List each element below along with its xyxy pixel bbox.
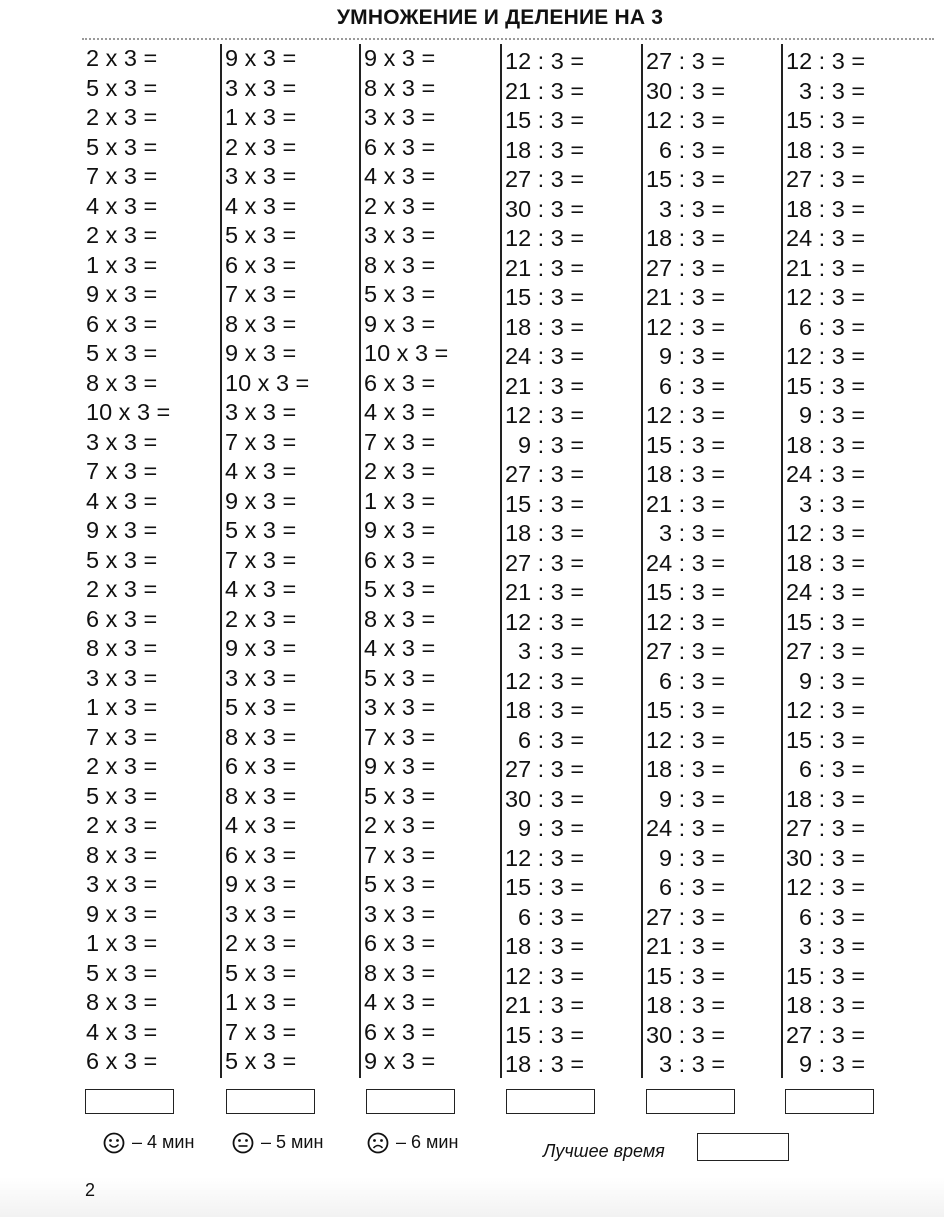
exercise-row: 8 x 3 = bbox=[364, 251, 436, 278]
exercise-row: 6 : 3 = bbox=[646, 667, 726, 694]
exercise-row: 6 x 3 = bbox=[86, 310, 158, 337]
exercise-row: 6 x 3 = bbox=[364, 133, 436, 160]
exercise-row: 7 x 3 = bbox=[225, 546, 297, 573]
exercise-row: 6 x 3 = bbox=[225, 753, 297, 779]
exercise-row: 18 : 3 = bbox=[505, 697, 585, 723]
exercise-row: 27 : 3 = bbox=[786, 638, 866, 664]
legend-sad-text: – 6 мин bbox=[396, 1132, 459, 1152]
exercise-row: 15 : 3 = bbox=[646, 431, 726, 458]
exercise-row: 5 x 3 = bbox=[86, 959, 158, 986]
exercise-row: 6 : 3 = bbox=[786, 313, 866, 340]
exercise-row: 2 x 3 = bbox=[364, 458, 436, 484]
exercise-row: 4 x 3 = bbox=[364, 989, 436, 1015]
exercise-row: 3 x 3 = bbox=[364, 900, 436, 927]
exercise-row: 9 : 3 = bbox=[505, 815, 585, 841]
exercise-row: 8 x 3 = bbox=[364, 605, 436, 632]
exercise-column-4 bbox=[505, 44, 633, 1077]
answer-box-col-2[interactable] bbox=[226, 1089, 315, 1114]
exercise-row: 15 : 3 = bbox=[505, 874, 585, 900]
exercise-row: 18 : 3 = bbox=[505, 136, 585, 163]
column-divider bbox=[641, 44, 643, 1078]
exercise-row: 2 x 3 = bbox=[86, 45, 158, 71]
exercise-row: 3 : 3 = bbox=[646, 520, 726, 546]
exercise-row: 27 : 3 = bbox=[786, 815, 866, 841]
exercise-row: 5 x 3 = bbox=[86, 340, 158, 366]
exercise-row: 9 x 3 = bbox=[86, 281, 158, 307]
exercise-row: 3 : 3 = bbox=[786, 490, 866, 517]
exercise-row: 3 x 3 = bbox=[86, 664, 158, 691]
exercise-row: 9 x 3 = bbox=[225, 635, 297, 661]
exercise-row: 3 x 3 = bbox=[364, 694, 436, 720]
exercise-row: 5 x 3 = bbox=[225, 1048, 297, 1074]
exercise-row: 21 : 3 = bbox=[505, 372, 585, 399]
exercise-row: 15 : 3 = bbox=[505, 490, 585, 517]
exercise-row: 12 : 3 = bbox=[786, 697, 866, 723]
best-time-box[interactable] bbox=[697, 1133, 789, 1161]
exercise-row: 3 : 3 = bbox=[646, 195, 726, 222]
exercise-row: 12 : 3 = bbox=[646, 726, 726, 753]
exercise-row: 21 : 3 = bbox=[646, 933, 726, 959]
exercise-row: 5 x 3 = bbox=[364, 871, 436, 897]
exercise-row: 27 : 3 = bbox=[505, 166, 585, 192]
exercise-row: 15 : 3 = bbox=[786, 608, 866, 635]
exercise-row: 24 : 3 = bbox=[646, 815, 726, 841]
exercise-row: 7 x 3 = bbox=[86, 163, 158, 189]
exercise-row: 8 x 3 = bbox=[225, 782, 297, 809]
smiley-happy-icon bbox=[103, 1132, 125, 1154]
exercise-row: 4 x 3 = bbox=[86, 487, 158, 514]
exercise-row: 30 : 3 = bbox=[786, 844, 866, 871]
column-divider bbox=[359, 44, 361, 1078]
exercise-row: 12 : 3 = bbox=[505, 962, 585, 989]
exercise-row: 9 x 3 = bbox=[225, 871, 297, 897]
exercise-row: 24 : 3 = bbox=[786, 225, 866, 251]
exercise-column-5 bbox=[646, 44, 774, 1077]
exercise-row: 18 : 3 = bbox=[786, 136, 866, 163]
exercise-row: 30 : 3 = bbox=[505, 195, 585, 222]
exercise-row: 4 x 3 = bbox=[86, 192, 158, 219]
exercise-row: 18 : 3 = bbox=[786, 195, 866, 222]
exercise-row: 6 : 3 = bbox=[786, 756, 866, 782]
exercise-row: 7 x 3 = bbox=[225, 428, 297, 455]
exercise-row: 18 : 3 = bbox=[646, 756, 726, 782]
exercise-row: 5 x 3 = bbox=[225, 959, 297, 986]
exercise-row: 15 : 3 = bbox=[786, 107, 866, 133]
exercise-row: 15 : 3 = bbox=[646, 579, 726, 605]
exercise-row: 9 : 3 = bbox=[646, 844, 726, 871]
exercise-row: 27 : 3 = bbox=[786, 1021, 866, 1048]
exercise-row: 8 x 3 = bbox=[364, 959, 436, 986]
exercise-row: 3 : 3 = bbox=[505, 638, 585, 664]
exercise-row: 5 x 3 = bbox=[86, 782, 158, 809]
answer-box-col-5[interactable] bbox=[646, 1089, 735, 1114]
exercise-row: 9 : 3 = bbox=[786, 402, 866, 428]
exercise-row: 9 x 3 = bbox=[225, 340, 297, 366]
exercise-row: 2 x 3 = bbox=[225, 133, 297, 160]
exercise-row: 7 x 3 = bbox=[225, 281, 297, 307]
exercise-row: 3 x 3 = bbox=[86, 428, 158, 455]
exercise-row: 10 x 3 = bbox=[86, 399, 171, 425]
exercise-row: 8 x 3 = bbox=[225, 310, 297, 337]
exercise-row: 6 : 3 = bbox=[646, 136, 726, 163]
answer-box-col-3[interactable] bbox=[366, 1089, 455, 1114]
exercise-row: 5 x 3 = bbox=[225, 694, 297, 720]
exercise-row: 3 x 3 = bbox=[225, 163, 297, 189]
exercise-row: 15 : 3 = bbox=[646, 166, 726, 192]
exercise-row: 5 x 3 = bbox=[86, 133, 158, 160]
exercise-row: 4 x 3 = bbox=[364, 399, 436, 425]
exercise-row: 12 : 3 = bbox=[786, 520, 866, 546]
exercise-row: 6 x 3 = bbox=[225, 841, 297, 868]
exercise-row: 5 x 3 = bbox=[225, 517, 297, 543]
exercise-row: 18 : 3 = bbox=[786, 549, 866, 576]
exercise-row: 2 x 3 = bbox=[86, 576, 158, 602]
exercise-row: 9 x 3 = bbox=[86, 517, 158, 543]
exercise-row: 27 : 3 = bbox=[786, 166, 866, 192]
legend-happy-text: – 4 мин bbox=[132, 1132, 195, 1152]
exercise-row: 9 : 3 = bbox=[646, 343, 726, 369]
exercise-row: 18 : 3 = bbox=[646, 461, 726, 487]
exercise-row: 2 x 3 = bbox=[364, 192, 436, 219]
exercise-row: 9 : 3 = bbox=[505, 431, 585, 458]
legend-neutral-text: – 5 мин bbox=[261, 1132, 324, 1152]
exercise-row: 15 : 3 = bbox=[505, 107, 585, 133]
exercise-row: 18 : 3 = bbox=[505, 933, 585, 959]
exercise-row: 3 x 3 = bbox=[225, 74, 297, 101]
exercise-row: 6 x 3 = bbox=[86, 605, 158, 632]
exercise-row: 9 x 3 = bbox=[364, 45, 436, 71]
exercise-row: 8 x 3 = bbox=[86, 369, 158, 396]
exercise-row: 6 x 3 = bbox=[364, 930, 436, 956]
exercise-row: 2 x 3 = bbox=[364, 812, 436, 838]
exercise-row: 27 : 3 = bbox=[646, 903, 726, 930]
exercise-row: 4 x 3 = bbox=[225, 458, 297, 484]
exercise-row: 21 : 3 = bbox=[646, 284, 726, 310]
exercise-row: 12 : 3 = bbox=[646, 107, 726, 133]
exercise-row: 7 x 3 = bbox=[86, 723, 158, 750]
exercise-row: 12 : 3 = bbox=[786, 48, 866, 74]
exercise-row: 8 x 3 = bbox=[86, 635, 158, 661]
exercise-row: 21 : 3 = bbox=[505, 579, 585, 605]
exercise-row: 27 : 3 = bbox=[646, 638, 726, 664]
exercise-row: 27 : 3 = bbox=[505, 549, 585, 576]
exercise-row: 12 : 3 = bbox=[786, 343, 866, 369]
exercise-row: 7 x 3 = bbox=[86, 458, 158, 484]
exercise-row: 24 : 3 = bbox=[786, 579, 866, 605]
exercise-row: 6 : 3 = bbox=[646, 874, 726, 900]
exercise-row: 9 x 3 = bbox=[225, 487, 297, 514]
exercise-row: 24 : 3 = bbox=[786, 461, 866, 487]
exercise-row: 6 : 3 = bbox=[505, 903, 585, 930]
exercise-row: 12 : 3 = bbox=[646, 608, 726, 635]
exercise-row: 3 : 3 = bbox=[646, 1051, 726, 1077]
exercise-row: 18 : 3 = bbox=[505, 1051, 585, 1077]
exercise-row: 27 : 3 = bbox=[646, 254, 726, 281]
exercise-row: 21 : 3 = bbox=[505, 77, 585, 104]
legend-happy bbox=[103, 1132, 194, 1154]
exercise-row: 9 : 3 = bbox=[646, 785, 726, 812]
answer-box-col-4[interactable] bbox=[506, 1089, 595, 1114]
column-divider bbox=[781, 44, 783, 1078]
exercise-row: 10 x 3 = bbox=[364, 340, 449, 366]
exercise-row: 1 x 3 = bbox=[225, 104, 297, 130]
exercise-row: 1 x 3 = bbox=[86, 930, 158, 956]
page-number: 2 bbox=[85, 1180, 96, 1200]
exercise-row: 1 x 3 = bbox=[86, 694, 158, 720]
exercise-row: 5 x 3 = bbox=[364, 576, 436, 602]
exercise-row: 12 : 3 = bbox=[505, 844, 585, 871]
footer-shade bbox=[0, 1177, 944, 1217]
exercise-row: 3 : 3 = bbox=[786, 933, 866, 959]
exercise-row: 27 : 3 = bbox=[646, 48, 726, 74]
exercise-row: 6 x 3 = bbox=[86, 1048, 158, 1074]
exercise-row: 5 x 3 = bbox=[225, 222, 297, 248]
exercise-row: 7 x 3 = bbox=[225, 1018, 297, 1045]
exercise-row: 2 x 3 = bbox=[86, 222, 158, 248]
smiley-neutral-icon bbox=[232, 1132, 254, 1154]
exercise-row: 2 x 3 = bbox=[225, 930, 297, 956]
exercise-row: 27 : 3 = bbox=[505, 461, 585, 487]
exercise-row: 18 : 3 = bbox=[786, 785, 866, 812]
exercise-column-6 bbox=[786, 44, 914, 1077]
exercise-row: 2 x 3 = bbox=[86, 753, 158, 779]
answer-box-col-1[interactable] bbox=[85, 1089, 174, 1114]
exercise-row: 1 x 3 = bbox=[364, 487, 436, 514]
best-time-label: Лучшее время bbox=[543, 1141, 665, 1161]
exercise-row: 3 x 3 = bbox=[364, 222, 436, 248]
exercise-row: 7 x 3 = bbox=[364, 841, 436, 868]
exercise-row: 15 : 3 = bbox=[786, 726, 866, 753]
exercise-row: 15 : 3 = bbox=[786, 962, 866, 989]
exercise-row: 30 : 3 = bbox=[646, 77, 726, 104]
exercise-row: 1 x 3 = bbox=[225, 989, 297, 1015]
legend-sad bbox=[367, 1132, 458, 1154]
smiley-sad-icon bbox=[367, 1132, 389, 1154]
exercise-row: 12 : 3 = bbox=[505, 608, 585, 635]
exercise-row: 6 x 3 = bbox=[225, 251, 297, 278]
page-title: УМНОЖЕНИЕ И ДЕЛЕНИЕ НА 3 bbox=[336, 6, 664, 29]
exercise-row: 12 : 3 = bbox=[505, 225, 585, 251]
exercise-row: 4 x 3 = bbox=[364, 163, 436, 189]
exercise-row: 9 : 3 = bbox=[786, 1051, 866, 1077]
exercise-row: 7 x 3 = bbox=[364, 428, 436, 455]
exercise-row: 21 : 3 = bbox=[505, 992, 585, 1018]
exercise-row: 3 : 3 = bbox=[786, 77, 866, 104]
exercise-row: 21 : 3 = bbox=[505, 254, 585, 281]
exercise-row: 24 : 3 = bbox=[646, 549, 726, 576]
exercise-row: 8 x 3 = bbox=[86, 841, 158, 868]
exercise-row: 27 : 3 = bbox=[505, 756, 585, 782]
exercise-row: 21 : 3 = bbox=[786, 254, 866, 281]
exercise-row: 5 x 3 = bbox=[364, 281, 436, 307]
exercise-row: 6 : 3 = bbox=[505, 726, 585, 753]
exercise-row: 15 : 3 = bbox=[505, 1021, 585, 1048]
exercise-row: 4 x 3 = bbox=[364, 635, 436, 661]
exercise-row: 18 : 3 = bbox=[505, 520, 585, 546]
exercise-row: 5 x 3 = bbox=[364, 782, 436, 809]
exercise-column-3 bbox=[364, 44, 492, 1077]
legend-neutral bbox=[232, 1132, 323, 1154]
exercise-row: 9 : 3 = bbox=[786, 667, 866, 694]
exercise-row: 4 x 3 = bbox=[225, 576, 297, 602]
answer-box-col-6[interactable] bbox=[785, 1089, 874, 1114]
exercise-row: 3 x 3 = bbox=[225, 664, 297, 691]
exercise-row: 4 x 3 = bbox=[225, 812, 297, 838]
exercise-row: 6 : 3 = bbox=[786, 903, 866, 930]
exercise-row: 18 : 3 = bbox=[786, 431, 866, 458]
column-divider bbox=[500, 44, 502, 1078]
exercise-row: 12 : 3 = bbox=[646, 402, 726, 428]
exercise-row: 9 x 3 = bbox=[364, 310, 436, 337]
exercise-row: 10 x 3 = bbox=[225, 369, 310, 396]
exercise-row: 2 x 3 = bbox=[86, 104, 158, 130]
exercise-row: 12 : 3 = bbox=[786, 284, 866, 310]
exercise-row: 12 : 3 = bbox=[505, 667, 585, 694]
exercise-row: 5 x 3 = bbox=[364, 664, 436, 691]
exercise-row: 18 : 3 = bbox=[786, 992, 866, 1018]
exercise-row: 9 x 3 = bbox=[364, 517, 436, 543]
exercise-row: 15 : 3 = bbox=[786, 372, 866, 399]
column-divider bbox=[220, 44, 222, 1078]
exercise-row: 12 : 3 = bbox=[646, 313, 726, 340]
exercise-row: 5 x 3 = bbox=[86, 546, 158, 573]
exercise-column-2 bbox=[225, 44, 353, 1077]
exercise-row: 9 x 3 = bbox=[225, 45, 297, 71]
exercise-row: 2 x 3 = bbox=[86, 812, 158, 838]
exercise-row: 8 x 3 = bbox=[364, 74, 436, 101]
exercise-row: 6 x 3 = bbox=[364, 1018, 436, 1045]
exercise-row: 15 : 3 = bbox=[646, 697, 726, 723]
exercise-row: 12 : 3 = bbox=[786, 874, 866, 900]
exercise-row: 1 x 3 = bbox=[86, 251, 158, 278]
exercise-row: 4 x 3 = bbox=[86, 1018, 158, 1045]
exercise-row: 15 : 3 = bbox=[505, 284, 585, 310]
exercise-row: 3 x 3 = bbox=[364, 104, 436, 130]
exercise-row: 18 : 3 = bbox=[646, 225, 726, 251]
exercise-row: 8 x 3 = bbox=[86, 989, 158, 1015]
exercise-row: 3 x 3 = bbox=[86, 871, 158, 897]
exercise-row: 12 : 3 = bbox=[505, 48, 585, 74]
exercise-row: 6 : 3 = bbox=[646, 372, 726, 399]
exercise-row: 12 : 3 = bbox=[505, 402, 585, 428]
exercise-row: 3 x 3 = bbox=[225, 399, 297, 425]
dotted-divider bbox=[82, 38, 934, 40]
exercise-column-1 bbox=[86, 44, 214, 1077]
exercise-row: 6 x 3 = bbox=[364, 546, 436, 573]
exercise-row: 15 : 3 = bbox=[646, 962, 726, 989]
exercise-row: 18 : 3 = bbox=[646, 992, 726, 1018]
exercise-row: 9 x 3 = bbox=[86, 900, 158, 927]
exercise-row: 18 : 3 = bbox=[505, 313, 585, 340]
exercise-row: 3 x 3 = bbox=[225, 900, 297, 927]
exercise-row: 9 x 3 = bbox=[364, 753, 436, 779]
exercise-row: 9 x 3 = bbox=[364, 1048, 436, 1074]
exercise-row: 8 x 3 = bbox=[225, 723, 297, 750]
exercise-row: 7 x 3 = bbox=[364, 723, 436, 750]
exercise-row: 5 x 3 = bbox=[86, 74, 158, 101]
exercise-row: 6 x 3 = bbox=[364, 369, 436, 396]
exercise-row: 2 x 3 = bbox=[225, 605, 297, 632]
exercise-row: 21 : 3 = bbox=[646, 490, 726, 517]
exercise-row: 30 : 3 = bbox=[646, 1021, 726, 1048]
exercise-row: 4 x 3 = bbox=[225, 192, 297, 219]
exercise-row: 24 : 3 = bbox=[505, 343, 585, 369]
exercise-row: 30 : 3 = bbox=[505, 785, 585, 812]
